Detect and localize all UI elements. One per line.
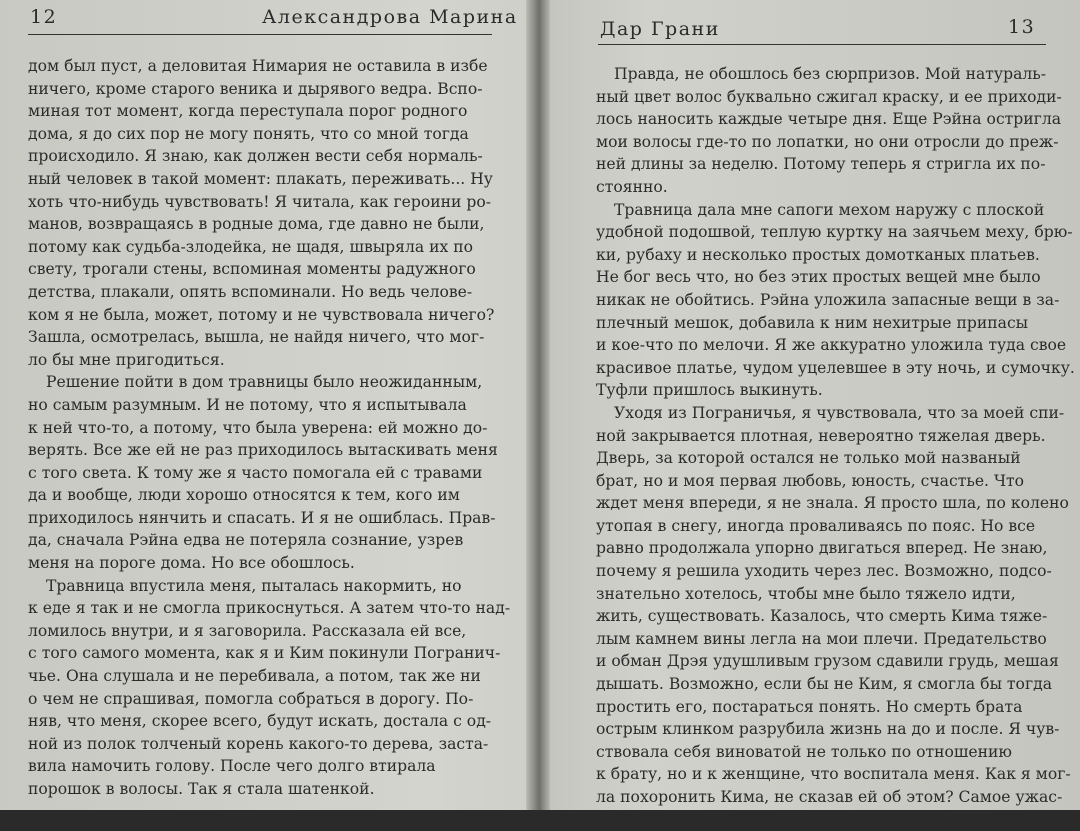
- text-line: верять. Все же ей не раз приходилось вытаскивать меня: [28, 441, 498, 460]
- right-page: [548, 0, 1080, 829]
- left-page: [0, 0, 530, 810]
- page-number-right: 13: [1008, 16, 1036, 38]
- text-line: знательно хотелось, чтобы мне было тяжело идти,: [596, 584, 1016, 603]
- text-line: Травница дала мне сапоги мехом наружу с плоской: [614, 200, 1045, 219]
- text-line: лось наносить каждые четыре дня. Еще Рэйна остригла: [596, 110, 1062, 129]
- text-line: о чем не спрашивая, помогла собраться в дорогу. По-: [28, 689, 474, 708]
- text-line: ждет меня впереди, я не знала. Я просто шла, по колено: [596, 494, 1069, 513]
- text-line: ничего, кроме старого веника и дырявого ведра. Вспо-: [28, 79, 483, 98]
- text-line: удобной подошвой, теплую куртку на заячьем меху, брю-: [596, 223, 1073, 242]
- text-line: Решение пойти в дом травницы было неожиданным,: [46, 373, 483, 392]
- text-line: ломилось внутри, и я заговорила. Рассказала ей все,: [28, 621, 467, 640]
- text-line: простить его, постараться понять. Но смерть брата: [596, 697, 1023, 716]
- text-line: ное, я не могла найти в себе силы отправиться в Кар-: [596, 810, 1042, 829]
- page-number-left: 12: [30, 6, 58, 28]
- text-line: Уходя из Пограничья, я чувствовала, что за моей спи-: [614, 403, 1065, 422]
- text-line: свету, трогали стены, вспоминая моменты радужного: [28, 260, 476, 279]
- text-line: Травница впустила меня, пыталась накормить, но: [46, 576, 462, 595]
- text-line: никак не обойтись. Рэйна уложила запасные вещи в за-: [596, 290, 1060, 309]
- text-line: да, сначала Рэйна едва не потеряла сознание, узрев: [28, 531, 464, 550]
- text-line: ло бы мне пригодиться.: [28, 350, 225, 369]
- text-line: происходило. Я знаю, как должен вести себя нормаль-: [28, 147, 483, 166]
- text-line: дышать. Возможно, если бы не Ким, я смогла бы тогда: [596, 675, 1053, 694]
- text-line: стоянно.: [596, 177, 668, 196]
- text-line: к ней что-то, а потому, что была уверена: ей можно до-: [28, 418, 488, 437]
- text-line: к брату, но и к женщине, что воспитала меня. Как я мог-: [596, 765, 1071, 784]
- text-line: дом был пуст, а деловитая Нимария не оставила в избе: [28, 57, 488, 75]
- header-rule-left: [28, 34, 492, 35]
- text-line: ной из полок толченый корень какого-то дерева, заста-: [28, 734, 489, 753]
- text-line: жить, существовать. Казалось, что смерть Кима тяже-: [596, 607, 1048, 626]
- text-line: детства, плакали, опять вспоминали. Но ведь челове-: [28, 282, 473, 301]
- text-line: няв, что меня, скорее всего, будут искать, достала с од-: [28, 712, 492, 731]
- text-line: мои волосы где-то по лопатки, но они отросли до преж-: [596, 132, 1059, 151]
- running-head-right: Дар Грани: [600, 18, 720, 40]
- text-line: потому как судьба-злодейка, не щадя, швыряла их по: [28, 237, 474, 256]
- text-line: почему я решила уходить через лес. Возможно, подсо-: [596, 562, 1052, 581]
- text-line: ки, рубаху и несколько простых домотканых платьев.: [596, 245, 1040, 264]
- text-line: Дверь, за которой остался не только мой названый: [596, 449, 1021, 468]
- text-line: ный человек в такой момент: плакать, переживать... Ну: [28, 169, 493, 188]
- running-head-left: Александрова Марина: [262, 6, 518, 28]
- right-body-text: [596, 63, 1075, 831]
- text-line: приходилось нянчить и спасать. И я не ошиблась. Прав-: [28, 508, 496, 527]
- text-line: чье. Она слушала и не перебивала, а потом, так же ни: [28, 667, 481, 686]
- text-line: но самым разумным. И не потому, что я испытывала: [28, 395, 467, 414]
- text-line: ла похоронить Кима, не сказав ей об этом? Самое ужас-: [596, 788, 1063, 806]
- text-line: вила намочить голову. После чего долго втирала: [28, 757, 436, 776]
- text-line: с того света. К тому же я часто помогала ей с травами: [28, 463, 483, 482]
- text-line: Не бог весь что, но без этих простых вещей мне было: [596, 268, 1041, 287]
- text-line: манов, возвращаясь в родные дома, где давно не были,: [28, 215, 485, 234]
- text-line: ствовала себя виноватой не только по отношению: [596, 742, 1013, 761]
- text-line: Зашла, осмотрелась, вышла, не найдя ничего, что мог-: [28, 328, 485, 347]
- text-line: хоть что-нибудь чувствовать! Я читала, как героини ро-: [28, 192, 492, 211]
- text-line: и обман Дрэя удушливым грузом сдавили грудь, мешая: [596, 652, 1059, 671]
- text-line: равно продолжала упорно двигаться вперед. Не знаю,: [596, 539, 1048, 558]
- text-line: ней длины за неделю. Потому теперь я стригла их по-: [596, 155, 1046, 174]
- text-line: лым камнем вины легла на мои плечи. Предательство: [596, 629, 1047, 648]
- left-body-text: [28, 55, 510, 801]
- text-line: утопая в снегу, иногда проваливаясь по пояс. Но все: [596, 516, 1036, 535]
- text-line: к еде я так и не смогла прикоснуться. А затем что-то над-: [28, 599, 511, 618]
- text-line: брат, но и моя первая любовь, юность, счастье. Что: [596, 471, 1025, 490]
- text-line: ный цвет волос буквально сжигал краску, и ее приходи-: [596, 87, 1062, 106]
- text-line: плечный мешок, добавила к ним нехитрые припасы: [596, 313, 1029, 332]
- text-line: дома, я до сих пор не могу понять, что со мной тогда: [28, 124, 469, 143]
- text-line: и кое-что по мелочи. Я же аккуратно уложила туда свое: [596, 336, 1067, 355]
- text-line: да и вообще, люди хорошо относятся к тем, кого им: [28, 486, 460, 505]
- header-rule-right: [598, 44, 1046, 45]
- text-line: Правда, не обошлось без сюрпризов. Мой натураль-: [614, 65, 1047, 83]
- text-line: меня на пороге дома. Но все обошлось.: [28, 554, 355, 573]
- text-line: порошок в волосы. Так я стала шатенкой.: [28, 780, 375, 798]
- text-line: ной закрывается плотная, невероятно тяжелая дверь.: [596, 426, 1046, 445]
- text-line: Туфли пришлось выкинуть.: [596, 381, 823, 400]
- text-line: красивое платье, чудом уцелевшее в эту ночь, и сумочку.: [596, 358, 1075, 377]
- text-line: острым клинком разрубила жизнь на до и после. Я чув-: [596, 720, 1060, 739]
- text-line: ком я не была, может, потому и не чувствовала ничего?: [28, 305, 495, 324]
- text-line: миная тот момент, когда переступала порог родного: [28, 102, 468, 121]
- text-line: с того самого момента, как я и Ким покинули Погранич-: [28, 644, 501, 663]
